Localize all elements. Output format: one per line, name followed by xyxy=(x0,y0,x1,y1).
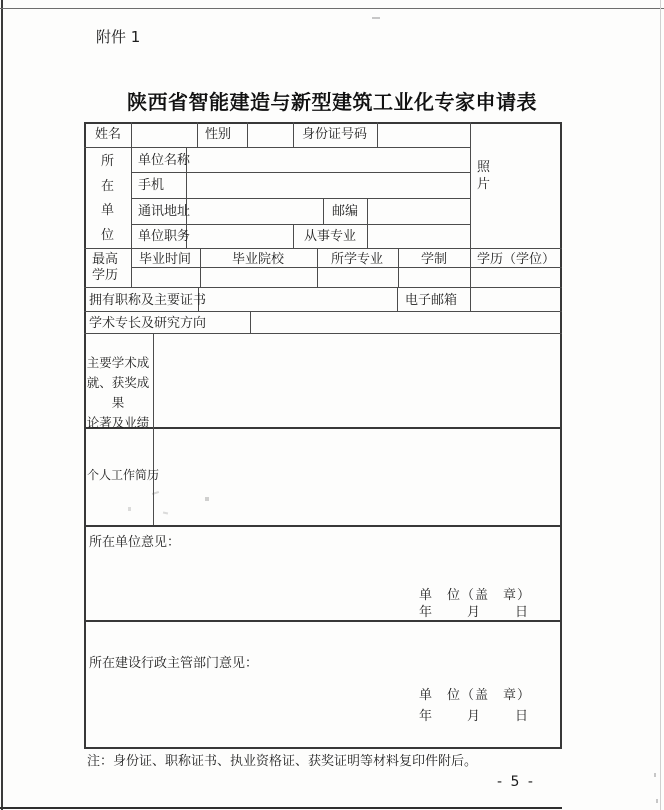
mobile-field-cell xyxy=(187,173,469,197)
edu-header-graduation-school: 毕业院校 xyxy=(232,252,285,267)
scan-speck xyxy=(372,17,380,19)
gender-label: 性别 xyxy=(205,127,232,142)
unit-position-field-cell xyxy=(187,225,292,247)
email-field-cell xyxy=(471,288,559,310)
postcode-field-cell xyxy=(368,199,469,223)
scan-speck xyxy=(656,799,658,803)
unit-name-label: 单位名称 xyxy=(138,153,191,168)
table-border-left xyxy=(84,122,86,749)
footnote: 注：身份证、职称证书、执业资格证、获奖证明等材料复印件附后。 xyxy=(87,754,478,769)
expertise-field-cell xyxy=(251,312,559,332)
col-line xyxy=(131,122,132,287)
edu-values-row xyxy=(132,268,561,286)
attachment-label: 附件 1 xyxy=(96,28,141,46)
email-label: 电子邮箱 xyxy=(405,293,458,308)
unit-name-field-cell xyxy=(187,148,469,171)
col-line xyxy=(397,287,398,311)
row-line xyxy=(84,525,562,527)
col-line xyxy=(293,224,294,248)
col-line xyxy=(293,122,294,147)
mobile-label: 手机 xyxy=(138,178,165,193)
profession-label: 从事专业 xyxy=(304,229,357,244)
edu-header-schooling-length: 学制 xyxy=(421,252,448,267)
row-line xyxy=(84,620,562,622)
name-field-cell xyxy=(132,123,196,146)
scan-bottom-edge-line xyxy=(0,807,562,809)
col-line xyxy=(197,122,198,147)
achievements-label-line: 主要学术成 xyxy=(86,355,150,370)
scan-speck xyxy=(128,507,131,511)
address-label: 通讯地址 xyxy=(138,204,191,219)
authority-opinion-seal-line: 单 位（盖 章） xyxy=(419,688,532,703)
achievements-label-line: 就、获奖成果 xyxy=(86,375,150,410)
col-line xyxy=(323,198,324,224)
gender-field-cell xyxy=(248,123,292,146)
unit-opinion-date-line: 年 月 日 xyxy=(419,605,532,620)
expertise-label: 学术专长及研究方向 xyxy=(89,316,207,331)
authority-opinion-date-line: 年 月 日 xyxy=(419,709,532,724)
unit-position-label: 单位职务 xyxy=(138,229,191,244)
achievements-field-cell xyxy=(154,334,559,426)
id-number-label: 身份证号码 xyxy=(302,127,368,142)
resume-field-cell xyxy=(154,428,559,524)
titles-certificates-field-cell xyxy=(199,288,396,310)
work-unit-group-label: 所在单位 xyxy=(101,154,115,243)
edu-header-degree: 学历（学位） xyxy=(477,252,556,267)
scan-top-edge-line xyxy=(0,8,664,9)
table-border-right xyxy=(560,122,562,749)
table-border-bottom xyxy=(84,747,562,749)
edu-header-graduation-time: 毕业时间 xyxy=(139,252,192,267)
resume-label: 个人工作简历 xyxy=(87,468,160,482)
page-title: 陕西省智能建造与新型建筑工业化专家申请表 xyxy=(127,90,537,114)
scan-speck xyxy=(654,773,656,777)
titles-certificates-label: 拥有职称及主要证书 xyxy=(89,293,207,308)
unit-opinion-seal-line: 单 位（盖 章） xyxy=(419,588,532,603)
achievements-label-line: 论著及业绩 xyxy=(86,415,150,430)
scan-right-edge-line xyxy=(660,0,661,810)
address-field-cell xyxy=(187,199,322,223)
id-number-field-cell xyxy=(378,123,469,146)
scan-left-edge-line xyxy=(1,0,3,810)
name-label: 姓名 xyxy=(95,127,122,142)
row-line xyxy=(84,248,562,249)
photo-label: 照片 xyxy=(477,160,491,192)
unit-opinion-label: 所在单位意见： xyxy=(89,535,181,550)
achievements-label xyxy=(85,353,151,433)
page-number: - 5 - xyxy=(497,774,535,790)
profession-field-cell xyxy=(368,225,469,247)
authority-opinion-label: 所在建设行政主管部门意见： xyxy=(89,656,259,671)
edu-header-major-studied: 所学专业 xyxy=(331,252,384,267)
postcode-label: 邮编 xyxy=(332,204,359,219)
education-group-label: 最高学历 xyxy=(91,252,118,283)
